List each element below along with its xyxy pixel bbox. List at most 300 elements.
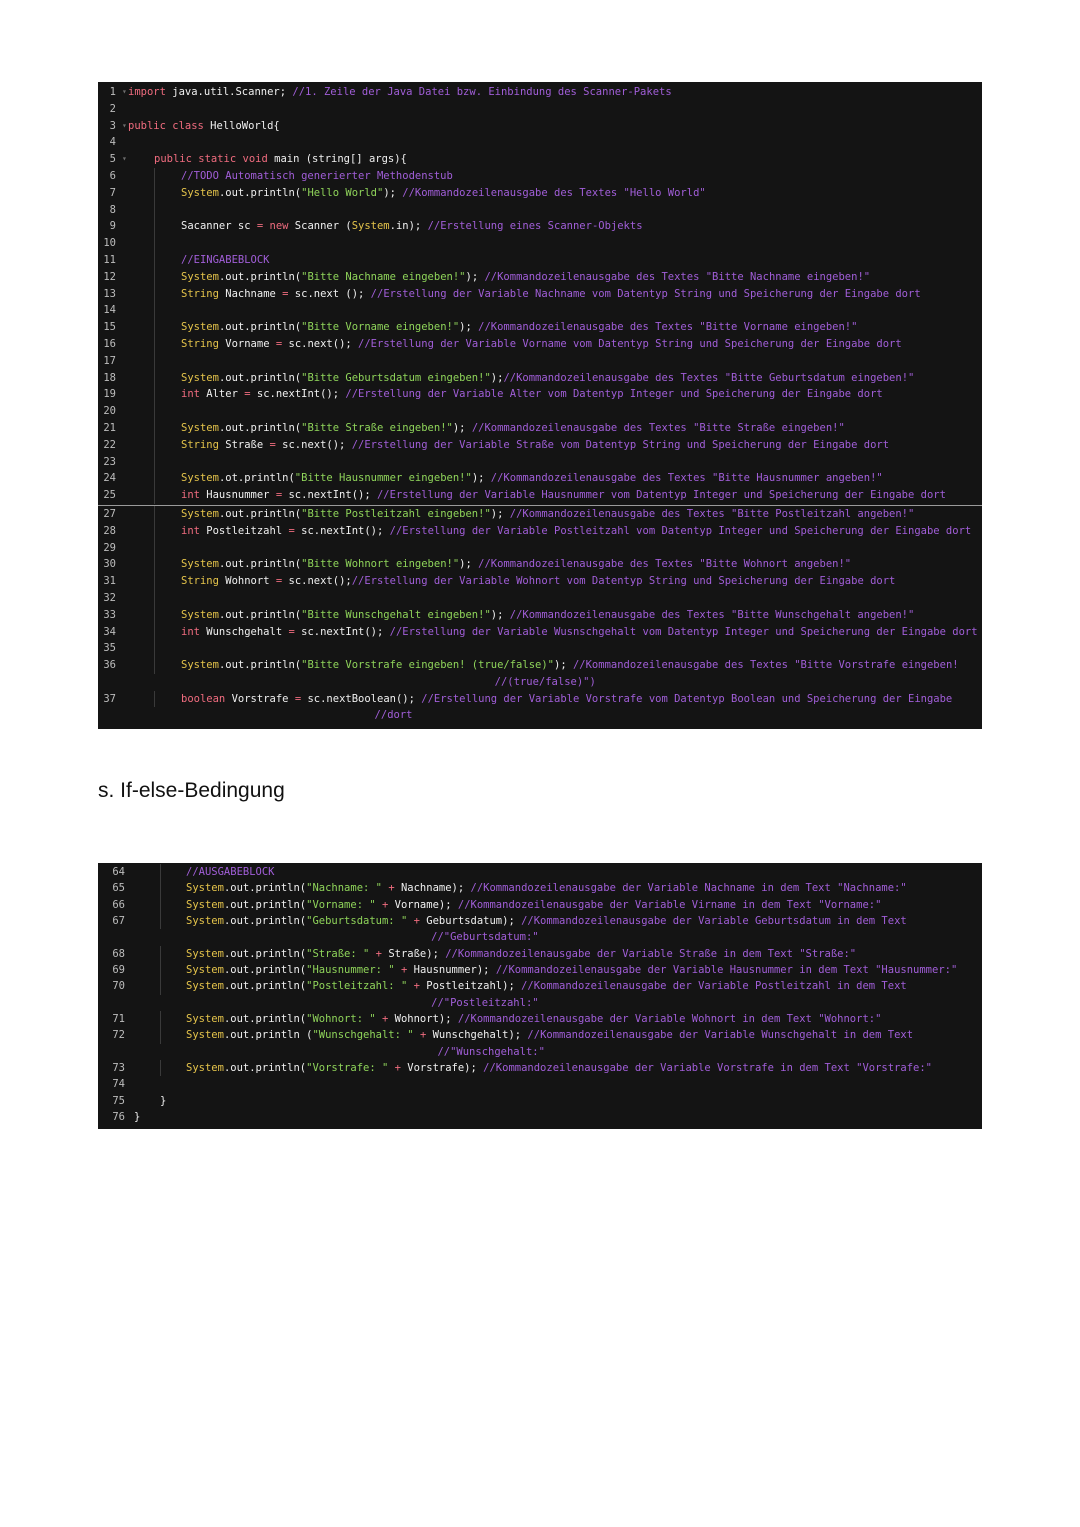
code-token: //Erstellung der Variable Vorname vom Datentyp String und Speicherung der Eingabe dort xyxy=(358,337,902,350)
code-token: //Kommandozeilenausgabe der Variable Vorstrafe in dem Text "Vorstrafe:" xyxy=(483,1062,932,1075)
code-token: .out.println( xyxy=(218,421,302,434)
code-text xyxy=(128,523,982,540)
code-text xyxy=(128,134,982,151)
code-token: Wunschgehalt); xyxy=(426,1029,528,1042)
code-token: ); xyxy=(452,421,472,434)
code-token: //Kommandozeilenausgabe des Textes "Bitte Vorstrafe eingeben! xyxy=(572,659,959,672)
code-token: sc.nextInt(); xyxy=(282,489,377,502)
code-token: System xyxy=(181,270,219,283)
code-token: //Kommandozeilenausgabe der Variable Geburtsdatum in dem Text xyxy=(521,915,907,928)
indent-guide xyxy=(128,556,154,573)
code-token: sc.next(); xyxy=(282,575,352,588)
code-token: "Bitte Geburtsdatum eingeben!" xyxy=(301,371,491,384)
code-token: //"Geburtsdatum:" xyxy=(431,931,539,944)
code-token: int xyxy=(181,388,200,401)
code-token: + xyxy=(382,898,389,911)
code-line xyxy=(98,929,982,945)
indent-guide xyxy=(128,336,154,353)
code-token: Sacanner sc xyxy=(181,220,257,233)
line-number: 37 xyxy=(103,692,116,705)
code-token: .out.println( xyxy=(223,980,307,993)
code-token: String xyxy=(181,337,219,350)
code-text xyxy=(128,386,982,403)
indent-guide xyxy=(154,540,181,557)
code-token: Vorname); xyxy=(388,898,458,911)
code-token: Wohnort); xyxy=(388,1013,458,1026)
code-token: "Hello World" xyxy=(301,186,384,199)
line-number: 4 xyxy=(109,136,116,149)
code-token: "Straße: " xyxy=(306,947,370,960)
line-number: 7 xyxy=(109,186,116,199)
indent-guide xyxy=(128,235,154,252)
code-token: System xyxy=(186,882,224,895)
code-token: //Erstellung eines Scanner-Objekts xyxy=(427,220,643,233)
code-line xyxy=(98,168,982,185)
code-text xyxy=(128,252,982,269)
indent-guide xyxy=(154,252,181,269)
indent-guide xyxy=(128,454,154,471)
code-token: .ot.println( xyxy=(218,472,295,485)
line-number: 70 xyxy=(112,980,125,993)
line-number: 12 xyxy=(103,270,116,283)
line-number: 13 xyxy=(103,287,116,300)
indent-guide xyxy=(128,286,154,303)
code-line xyxy=(98,505,982,523)
code-text xyxy=(134,946,982,962)
code-token: //"Postleitzahl:" xyxy=(431,996,539,1009)
code-token: //Erstellung der Variable Wohnort vom Datentyp String und Speicherung der Eingabe dort xyxy=(351,575,896,588)
code-token: System xyxy=(181,371,219,384)
code-line xyxy=(98,962,982,978)
line-number: 6 xyxy=(109,169,116,182)
line-number: 28 xyxy=(103,524,116,537)
code-token: //Erstellung der Variable Hausnummer vom Datentyp Integer und Speicherung der Eingabe dort xyxy=(376,489,946,502)
code-token: .out.println( xyxy=(218,659,302,672)
code-token: System xyxy=(181,472,219,485)
code-text xyxy=(128,336,982,353)
code-token: .out.println( xyxy=(223,964,307,977)
code-text xyxy=(134,978,982,994)
indent-guide xyxy=(134,1027,160,1043)
line-number: 29 xyxy=(103,541,116,554)
line-number: 32 xyxy=(103,591,116,604)
line-number xyxy=(98,1044,128,1060)
code-text xyxy=(134,1060,982,1076)
code-token: + xyxy=(388,882,395,895)
code-line xyxy=(98,487,982,504)
line-number: 25 xyxy=(103,489,116,502)
code-line xyxy=(98,336,982,353)
code-token: //"Wunschgehalt:" xyxy=(437,1045,545,1058)
code-token: = xyxy=(288,625,295,638)
code-token: System xyxy=(181,186,219,199)
code-line xyxy=(98,403,982,420)
code-line xyxy=(98,84,982,101)
indent-guide xyxy=(134,946,160,962)
line-number: 21 xyxy=(103,421,116,434)
line-number: 74 xyxy=(112,1078,125,1091)
code-token: Straße); xyxy=(382,947,446,960)
code-text xyxy=(134,880,982,896)
line-number: 24 xyxy=(103,472,116,485)
code-token: } xyxy=(160,1094,167,1107)
line-number: 5 xyxy=(109,153,116,166)
code-token: = xyxy=(275,337,283,350)
code-token: //dort xyxy=(374,709,413,722)
code-line xyxy=(98,302,982,319)
code-token: .out.println( xyxy=(218,558,302,571)
indent-guide xyxy=(128,691,154,708)
indent-guide xyxy=(154,319,181,336)
indent-guide xyxy=(154,657,181,674)
indent-guide xyxy=(128,506,154,523)
indent-guide xyxy=(154,336,181,353)
indent-guide xyxy=(154,286,181,303)
code-token: Wunschgehalt xyxy=(199,625,289,638)
indent-guide xyxy=(154,607,181,624)
indent-guide xyxy=(134,1011,160,1027)
line-number: 16 xyxy=(103,337,116,350)
code-token: "Vorstrafe: " xyxy=(306,1062,389,1075)
code-token: System xyxy=(186,964,224,977)
indent-guide xyxy=(128,640,154,657)
code-line xyxy=(98,674,982,691)
line-number: 23 xyxy=(103,455,116,468)
code-line xyxy=(98,319,982,336)
code-token: System xyxy=(181,421,219,434)
code-token: //Kommandozeilenausgabe des Textes "Bitte Postleitzahl angeben!" xyxy=(509,507,915,520)
code-text xyxy=(128,269,982,286)
line-number: 33 xyxy=(103,608,116,621)
code-token: + xyxy=(413,980,420,993)
code-token: System xyxy=(186,915,224,928)
indent-guide xyxy=(134,978,160,994)
code-token: .out.println( xyxy=(223,1062,307,1075)
code-token: System xyxy=(181,659,219,672)
indent-guide xyxy=(128,386,154,403)
line-number: 69 xyxy=(112,964,125,977)
code-token: //Kommandozeilenausgabe der Variable Hausnummer in dem Text "Hausnummer:" xyxy=(495,964,958,977)
line-number: 8 xyxy=(109,203,116,216)
code-line xyxy=(98,134,982,151)
code-token: .out.println( xyxy=(218,608,302,621)
code-line xyxy=(98,590,982,607)
indent-guide xyxy=(154,556,181,573)
indent-guide xyxy=(128,353,154,370)
indent-guide xyxy=(160,913,186,929)
indent-guide xyxy=(154,691,181,708)
code-token: "Bitte Vorstrafe eingeben! (true/false)" xyxy=(301,659,554,672)
code-token: System xyxy=(186,947,224,960)
fold-arrow-icon: ▾ xyxy=(122,154,127,164)
indent-guide xyxy=(134,1076,160,1092)
code-token: .out.println( xyxy=(218,371,302,384)
code-token: Hausnummer xyxy=(199,489,276,502)
code-token: = xyxy=(275,575,283,588)
indent-guide xyxy=(160,946,186,962)
code-token: Vorstrafe); xyxy=(400,1062,484,1075)
code-token: Postleitzahl); xyxy=(419,980,522,993)
code-token: "Geburtsdatum: " xyxy=(306,915,408,928)
code-text xyxy=(128,84,982,101)
code-text xyxy=(128,487,982,504)
code-token: System xyxy=(181,608,219,621)
indent-guide xyxy=(128,269,154,286)
code-token: .out.println( xyxy=(218,321,302,334)
code-token: //Kommandozeilenausgabe des Textes "Bitte Hausnummer angeben!" xyxy=(490,472,883,485)
indent-guide xyxy=(128,540,154,557)
code-token: ); xyxy=(383,186,403,199)
indent-guide xyxy=(154,235,181,252)
indent-guide xyxy=(134,962,160,978)
code-text xyxy=(134,995,982,1011)
code-line xyxy=(98,202,982,219)
indent-guide xyxy=(160,1060,186,1076)
indent-guide xyxy=(128,202,154,219)
indent-guide xyxy=(128,590,154,607)
code-token: ); xyxy=(490,371,504,384)
code-line xyxy=(98,386,982,403)
code-text xyxy=(128,556,982,573)
code-token: "Bitte Wunschgehalt eingeben!" xyxy=(301,608,491,621)
indent-guide xyxy=(154,370,181,387)
line-number: 27 xyxy=(103,507,116,520)
indent-guide xyxy=(154,218,181,235)
code-line xyxy=(98,1076,982,1092)
code-token: java.util.Scanner; xyxy=(165,86,293,98)
indent-guide xyxy=(128,185,154,202)
code-text xyxy=(128,707,982,724)
code-text xyxy=(128,506,982,523)
indent-guide xyxy=(154,386,181,403)
indent-guide xyxy=(154,168,181,185)
indent-guide xyxy=(134,897,160,913)
code-editor-screenshot-2 xyxy=(98,863,982,1129)
code-text xyxy=(128,403,982,420)
code-line xyxy=(98,370,982,387)
code-token: //Erstellung der Variable Straße vom Datentyp String und Speicherung der Eingabe dort xyxy=(351,438,890,451)
code-line xyxy=(98,607,982,624)
code-token: sc.nextInt(); xyxy=(294,625,390,638)
code-text xyxy=(128,624,982,641)
code-token: int xyxy=(181,524,200,537)
code-text xyxy=(134,1044,982,1060)
indent-guide xyxy=(134,1093,160,1109)
code-line xyxy=(98,101,982,118)
code-token: //Kommandozeilenausgabe des Textes "Hello World" xyxy=(402,186,706,199)
code-token: main (string[] args){ xyxy=(267,153,407,166)
code-token: //EINGABEBLOCK xyxy=(181,253,270,266)
line-number xyxy=(98,674,122,691)
code-line xyxy=(98,269,982,286)
line-number: 68 xyxy=(112,947,125,960)
code-token: int xyxy=(181,625,200,638)
code-token: Nachname); xyxy=(394,882,471,895)
code-line xyxy=(98,691,982,708)
code-text xyxy=(128,640,982,657)
code-token: //1. Zeile der Java Datei bzw. Einbindung des Scanner-Pakets xyxy=(292,86,672,98)
line-number: 31 xyxy=(103,575,116,588)
code-token: .out.println( xyxy=(218,186,302,199)
code-token: "Wohnort: " xyxy=(306,1013,376,1026)
code-line xyxy=(98,151,982,168)
code-editor-screenshot-1 xyxy=(98,82,982,729)
code-line xyxy=(98,118,982,135)
code-token: + xyxy=(419,1029,427,1042)
line-number: 20 xyxy=(103,405,116,418)
code-token: //Kommandozeilenausgabe der Variable Virname in dem Text "Vorname:" xyxy=(457,898,882,911)
code-token: boolean xyxy=(181,692,226,705)
code-token: //Kommandozeilenausgabe des Textes "Bitte Wunschgehalt angeben!" xyxy=(509,608,915,621)
line-number: 67 xyxy=(112,915,125,928)
code-token: Hausnummer); xyxy=(407,964,496,977)
code-token: //Kommandozeilenausgabe der Variable Wunschgehalt in dem Text xyxy=(527,1029,914,1042)
code-line xyxy=(98,218,982,235)
code-token: = xyxy=(275,489,283,502)
code-token: new xyxy=(269,220,289,233)
code-token: public class xyxy=(128,119,204,132)
line-number: 34 xyxy=(103,625,116,638)
code-line xyxy=(98,657,982,674)
line-number: 17 xyxy=(103,354,116,367)
code-token: HelloWorld{ xyxy=(203,119,280,132)
line-number: 22 xyxy=(103,438,116,451)
indent-guide xyxy=(128,624,154,641)
code-token: System xyxy=(181,507,219,520)
code-token: Vorname xyxy=(218,337,276,350)
code-text xyxy=(128,454,982,471)
code-line xyxy=(98,1011,982,1027)
indent-guide xyxy=(154,437,181,454)
line-number: 9 xyxy=(109,220,116,233)
code-text xyxy=(128,151,982,168)
code-line xyxy=(98,540,982,557)
code-text xyxy=(128,540,982,557)
code-text xyxy=(134,1093,982,1109)
code-text xyxy=(128,235,982,252)
code-token: //Kommandozeilenausgabe des Textes "Bitte Vorname eingeben!" xyxy=(478,321,858,334)
code-token: System xyxy=(351,220,390,233)
indent-guide xyxy=(128,151,154,168)
code-text xyxy=(134,864,982,880)
code-token: + xyxy=(394,1062,401,1075)
code-token: ); xyxy=(490,608,510,621)
code-token: //Kommandozeilenausgabe des Textes "Bitte Straße eingeben!" xyxy=(471,421,845,434)
code-token: sc.next (); xyxy=(288,287,371,300)
code-token: .in); xyxy=(389,220,428,233)
code-token: .out.println( xyxy=(223,882,307,895)
code-text xyxy=(134,913,982,929)
line-number: 72 xyxy=(112,1029,125,1042)
code-text xyxy=(128,202,982,219)
code-line xyxy=(98,707,982,724)
indent-guide xyxy=(128,657,154,674)
indent-guide xyxy=(154,590,181,607)
code-token: "Postleitzahl: " xyxy=(306,980,408,993)
code-text xyxy=(128,286,982,303)
code-token: ); xyxy=(459,321,479,334)
code-token: Wohnort xyxy=(218,575,276,588)
line-number: 19 xyxy=(103,388,116,401)
code-line xyxy=(98,1027,982,1043)
code-text xyxy=(134,1027,982,1043)
code-token: //AUSGABEBLOCK xyxy=(186,866,275,878)
code-token: .out.println( xyxy=(218,270,302,283)
code-token: .out.println( xyxy=(223,947,307,960)
line-number: 10 xyxy=(103,237,116,250)
code-text xyxy=(134,1011,982,1027)
code-token: Geburtsdatum); xyxy=(419,915,522,928)
code-token: "Bitte Straße eingeben!" xyxy=(301,421,453,434)
fold-arrow-icon: ▾ xyxy=(122,87,127,96)
code-token: import xyxy=(128,86,166,98)
code-token: String xyxy=(181,438,219,451)
code-token: ); xyxy=(554,659,573,672)
indent-guide xyxy=(154,403,181,420)
code-token: = xyxy=(244,388,251,401)
code-token: //Kommandozeilenausgabe des Textes "Bitte Geburtsdatum eingeben!" xyxy=(503,371,915,384)
code-token: Vorstrafe xyxy=(225,692,295,705)
indent-guide xyxy=(154,640,181,657)
indent-guide xyxy=(128,470,154,487)
code-line xyxy=(98,978,982,994)
code-text xyxy=(134,1109,982,1125)
code-line xyxy=(98,1109,982,1125)
code-token: String xyxy=(181,287,219,300)
indent-guide xyxy=(128,302,154,319)
indent-guide xyxy=(128,370,154,387)
code-token: ); xyxy=(471,472,491,485)
code-token: = xyxy=(288,524,295,537)
code-token: .out.println ( xyxy=(223,1029,313,1042)
line-number: 2 xyxy=(109,102,116,115)
indent-guide xyxy=(160,880,186,896)
code-line xyxy=(98,946,982,962)
code-text xyxy=(134,962,982,978)
code-line xyxy=(98,556,982,573)
code-token: //Erstellung der Variable Wusnschgehalt vom Datentyp Integer und Speicherung der Eingabe dort xyxy=(389,625,978,638)
code-token: + xyxy=(375,947,382,960)
indent-guide xyxy=(128,437,154,454)
code-token: System xyxy=(181,321,219,334)
code-text xyxy=(134,929,982,945)
code-token: //Kommandozeilenausgabe des Textes "Bitte Nachname eingeben!" xyxy=(484,270,871,283)
code-token: sc.next(); xyxy=(282,337,359,350)
line-number: 35 xyxy=(103,642,116,655)
fold-arrow-icon: ▾ xyxy=(122,120,127,130)
code-token: sc.next(); xyxy=(275,438,352,451)
code-line xyxy=(98,864,982,880)
indent-guide xyxy=(154,185,181,202)
code-token: public static void xyxy=(154,153,268,166)
indent-guide xyxy=(134,880,160,896)
code-text xyxy=(134,897,982,913)
code-token: System xyxy=(186,1062,224,1075)
code-text xyxy=(128,437,982,454)
code-token: Scanner ( xyxy=(288,220,352,233)
indent-guide xyxy=(160,1027,186,1043)
code-text xyxy=(128,185,982,202)
line-number: 66 xyxy=(112,898,125,911)
code-line xyxy=(98,640,982,657)
code-text xyxy=(128,101,982,118)
code-token: = xyxy=(294,692,302,705)
indent-guide xyxy=(154,573,181,590)
code-text xyxy=(128,607,982,624)
code-token: //TODO Automatisch generierter Methodenstub xyxy=(181,169,453,182)
code-token: sc.nextBoolean(); xyxy=(301,692,422,705)
code-token: System xyxy=(181,558,219,571)
